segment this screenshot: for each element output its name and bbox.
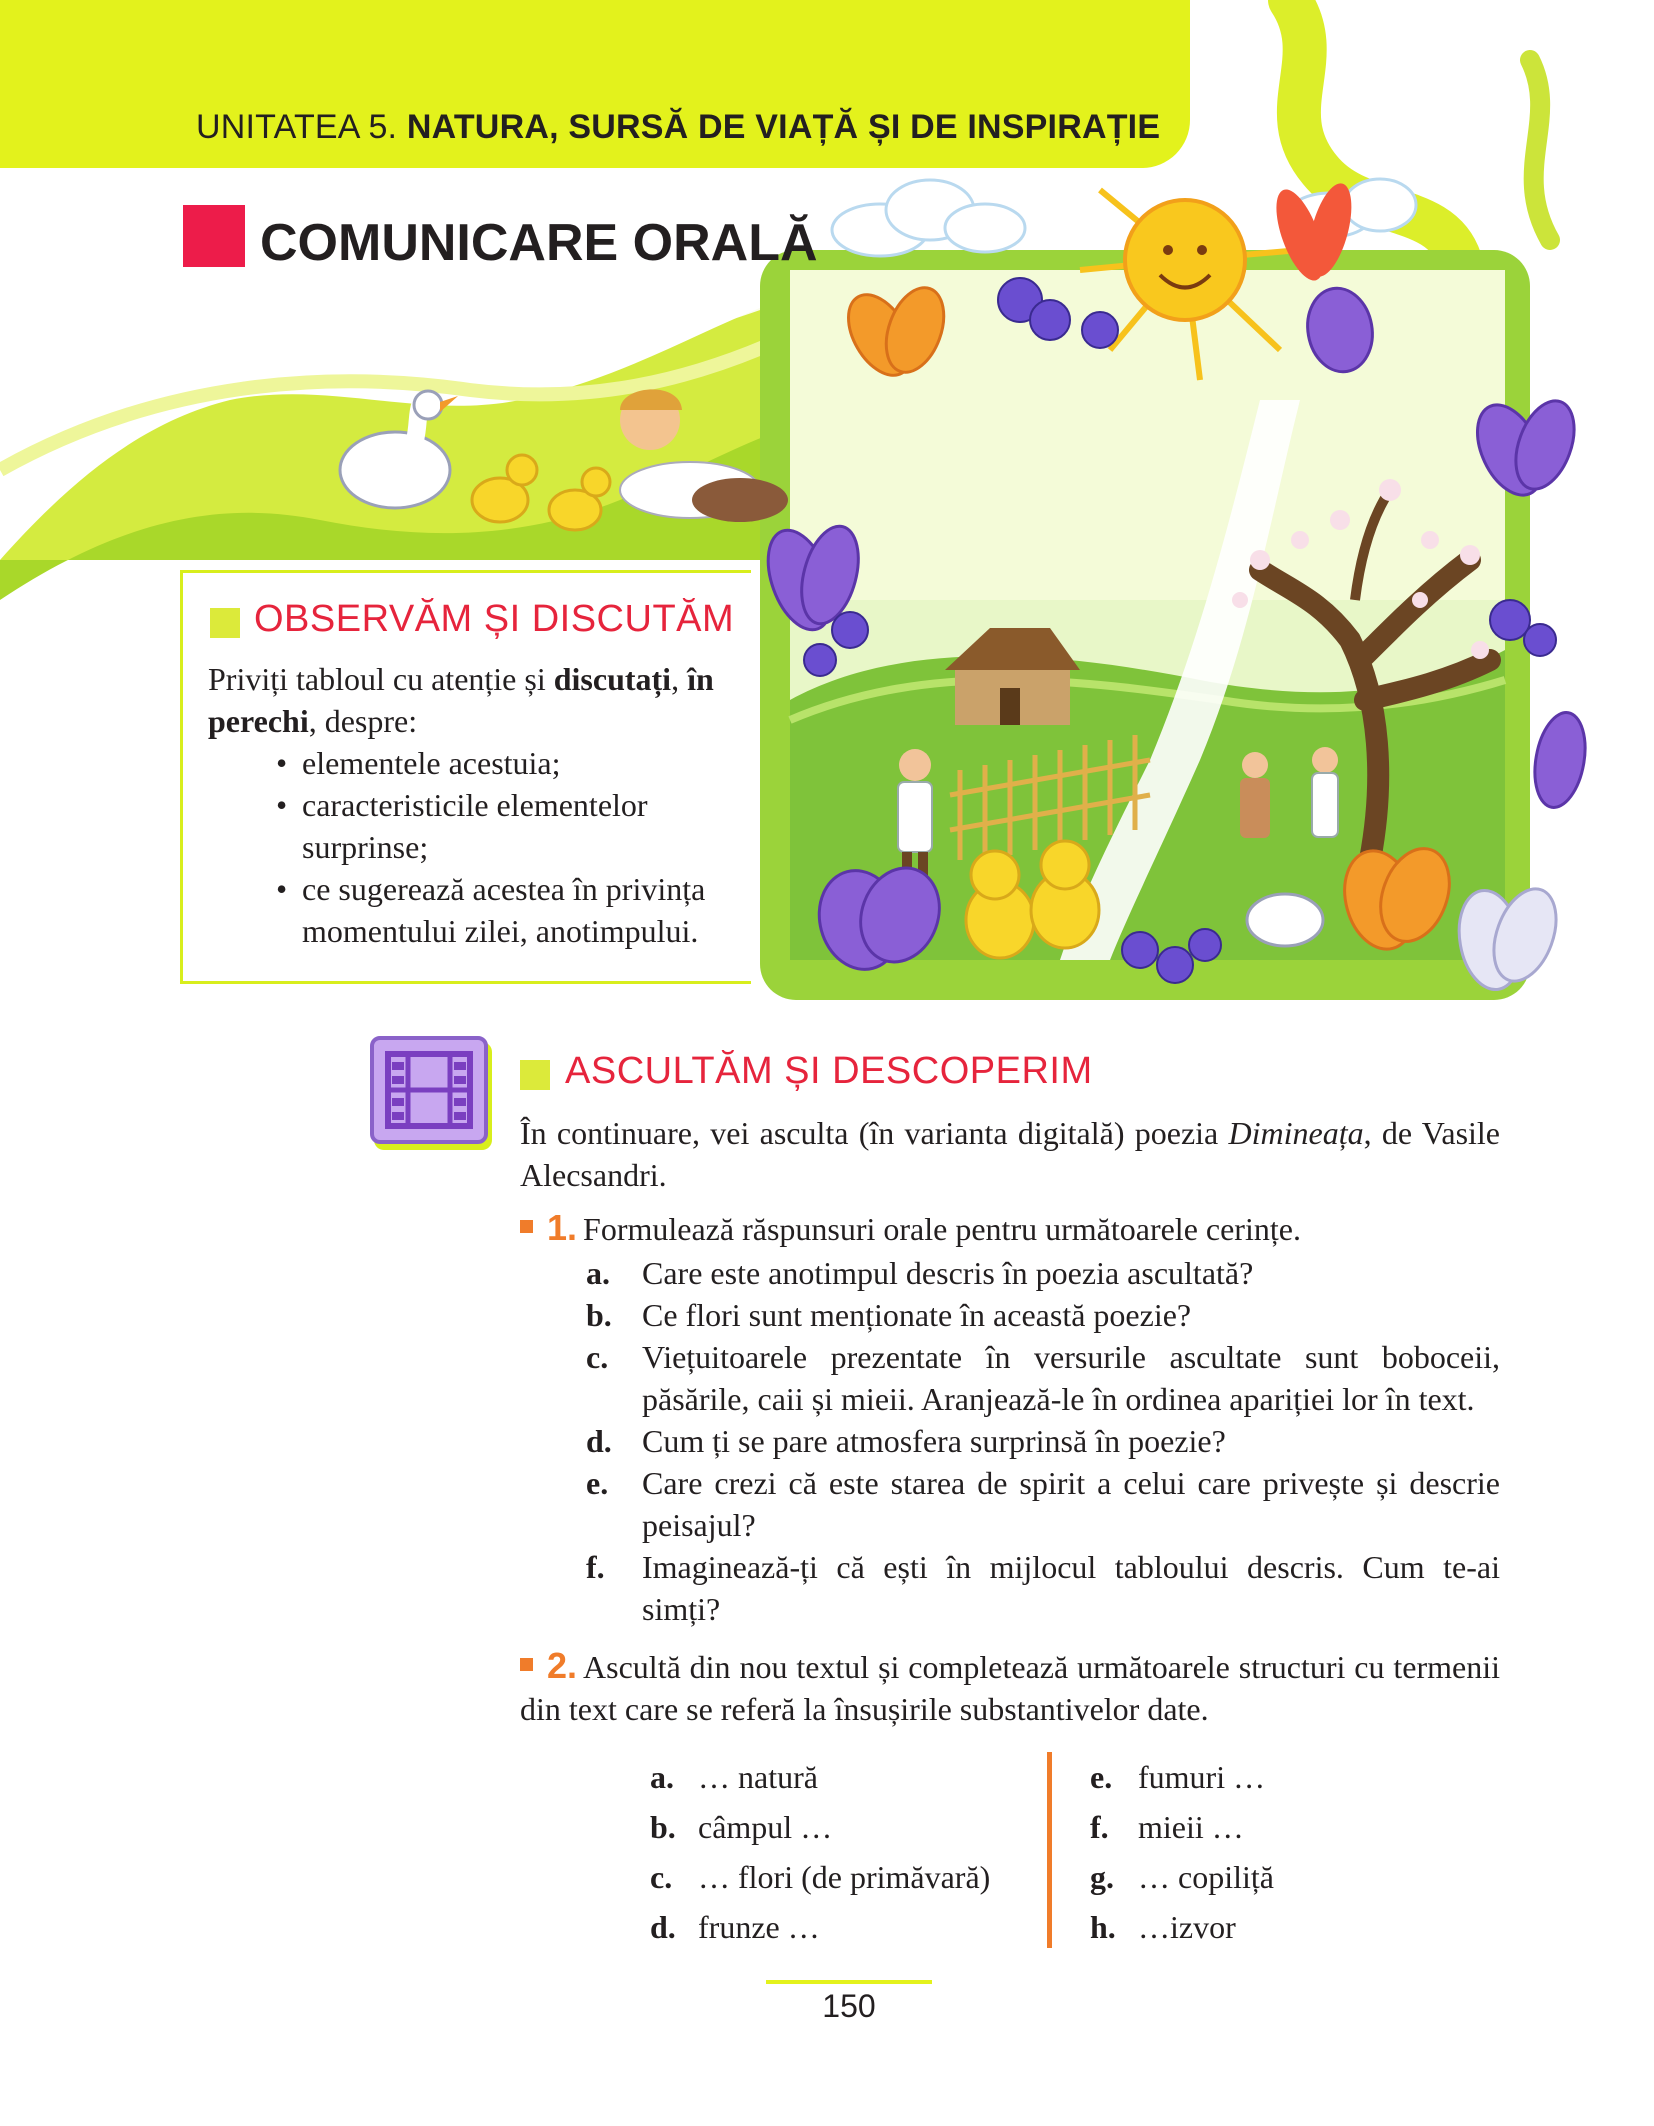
list-item <box>650 1802 1030 1852</box>
item-text: Care este anotimpul descris în poezia ascultată? <box>642 1255 1254 1291</box>
list-item <box>586 1336 1500 1420</box>
task-text: Formulează răspunsuri orale pentru următoarele cerințe. <box>583 1211 1301 1247</box>
footer-rule <box>766 1980 932 1984</box>
list-item <box>586 1252 1500 1294</box>
item-letter: b. <box>586 1297 612 1333</box>
task-2-right-column <box>1090 1752 1390 1952</box>
list-item <box>586 1462 1500 1546</box>
item-letter: b. <box>650 1809 676 1845</box>
observe-intro-emphasis: discutați <box>553 661 672 697</box>
list-item <box>1090 1752 1390 1802</box>
unit-label: UNITATEA 5. <box>196 108 398 146</box>
list-item <box>1090 1802 1390 1852</box>
item-text: fumuri … <box>1138 1759 1266 1795</box>
item-letter: f. <box>1090 1809 1109 1845</box>
list-item <box>586 1546 1500 1630</box>
observe-heading-marker <box>210 608 240 638</box>
task-bullet <box>520 1658 533 1671</box>
item-text: Ce flori sunt menționate în această poezie? <box>642 1297 1192 1333</box>
list-item <box>586 1294 1500 1336</box>
task-1-items <box>586 1252 1500 1630</box>
observe-intro-part: Priviți tabloul cu atenție și <box>208 661 554 697</box>
page-title: COMUNICARE ORALĂ <box>260 214 818 272</box>
page-number: 150 <box>822 1988 876 2024</box>
list-item: • elementele acestuia; <box>276 742 756 784</box>
listen-heading: ASCULTĂM ȘI DESCOPERIM <box>565 1050 1093 1092</box>
task-text: Ascultă din nou textul și completează următoarele structuri cu termenii din text care se referă la însușirile substantivelor date. <box>520 1649 1500 1727</box>
list-item <box>650 1752 1030 1802</box>
title-marker-square <box>183 205 245 267</box>
item-letter: a. <box>650 1759 674 1795</box>
item-letter: e. <box>586 1465 609 1501</box>
item-text: … natură <box>698 1759 818 1795</box>
list-item <box>1090 1852 1390 1902</box>
item-text: Cum ți se pare atmosfera surprinsă în poezie? <box>642 1423 1226 1459</box>
poem-title: Dimineața <box>1228 1115 1364 1151</box>
observe-intro-emphasis: în perechi <box>208 661 714 739</box>
unit-header <box>196 108 1160 147</box>
unit-title: NATURA, SURSĂ DE VIAȚĂ ȘI DE INSPIRAȚIE <box>406 108 1161 146</box>
listen-intro <box>520 1112 1500 1196</box>
item-text: frunze … <box>698 1909 820 1945</box>
list-item <box>650 1852 1030 1902</box>
observe-intro-part: , <box>671 661 688 697</box>
item-letter: h. <box>1090 1909 1116 1945</box>
item-letter: g. <box>1090 1859 1114 1895</box>
list-item: • caracteristicile elementelor surprinse; <box>276 784 756 868</box>
film-strip-icon <box>374 1040 484 1140</box>
item-letter: c. <box>650 1859 673 1895</box>
task-1 <box>520 1207 1500 1250</box>
item-text: mieii … <box>1138 1809 1244 1845</box>
task-number: 1. <box>547 1207 578 1248</box>
item-text: Viețuitoarele prezentate în versurile ascultate sunt boboceii, păsările, caii și mieii. Aranjează-le în ordinea apariției lor în text. <box>642 1339 1500 1417</box>
item-text: Care crezi că este starea de spirit a celui care privește și descrie peisajul? <box>642 1465 1500 1543</box>
list-item: • ce sugerează acestea în privința momentului zilei, anotimpului. <box>276 868 756 952</box>
item-letter: a. <box>586 1255 610 1291</box>
observe-intro <box>208 658 748 742</box>
item-letter: d. <box>586 1423 612 1459</box>
item-text: Imaginează-ți că ești în mijlocul tabloului descris. Cum te-ai simți? <box>642 1549 1500 1627</box>
item-text: câmpul … <box>698 1809 833 1845</box>
task-number: 2. <box>547 1645 578 1686</box>
video-icon[interactable] <box>370 1036 488 1144</box>
listen-heading-marker <box>520 1060 550 1090</box>
observe-heading: OBSERVĂM ȘI DISCUTĂM <box>254 598 735 640</box>
list-item <box>1090 1902 1390 1952</box>
item-letter: f. <box>586 1549 605 1585</box>
item-text: … flori (de primăvară) <box>698 1859 991 1895</box>
item-letter: c. <box>586 1339 609 1375</box>
list-item <box>650 1902 1030 1952</box>
item-letter: e. <box>1090 1759 1113 1795</box>
column-divider <box>1047 1752 1052 1948</box>
list-item <box>586 1420 1500 1462</box>
item-letter: d. <box>650 1909 676 1945</box>
observe-intro-part: , despre: <box>308 703 418 739</box>
task-2 <box>520 1645 1500 1730</box>
item-text: …izvor <box>1138 1909 1236 1945</box>
task-bullet <box>520 1220 533 1233</box>
task-2-left-column <box>650 1752 1030 1952</box>
item-text: … copiliță <box>1138 1859 1274 1895</box>
listen-intro-part: , de Vasile Alecsandri. <box>520 1115 1501 1193</box>
observe-list <box>276 742 756 952</box>
listen-intro-part: În continuare, vei asculta (în varianta digitală) poezia <box>520 1115 1229 1151</box>
